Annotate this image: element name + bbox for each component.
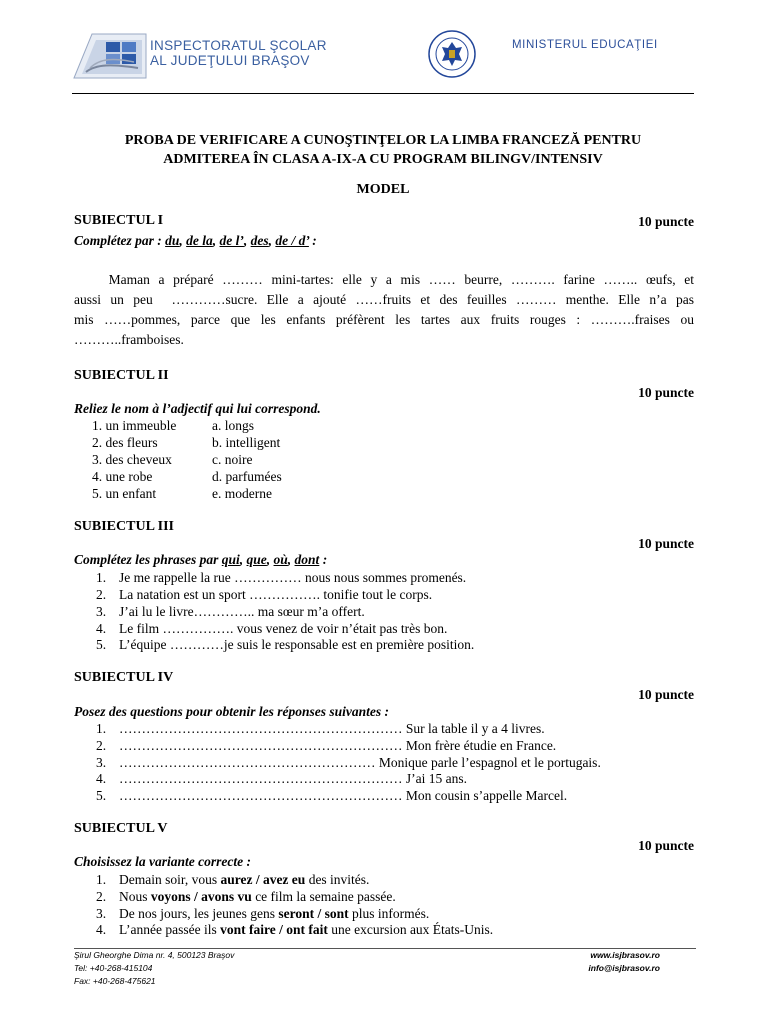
- footer-phone: Tel: +40-268-415104: [74, 963, 153, 973]
- ministry-name: MINISTERUL EDUCAŢIEI: [512, 39, 658, 51]
- isj-name: [150, 38, 327, 68]
- subject-5-label: SUBIECTUL V: [74, 821, 168, 836]
- noun: 5. un enfant: [92, 486, 157, 501]
- paragraph-line: aussi un peu …………sucre. Elle a ajouté ……fruits et des feuilles ……… menthe. Elle n’a pas: [74, 292, 694, 307]
- list-item: 2. La natation est un sport ……………. tonifie tout le corps.: [96, 587, 433, 602]
- subject-4-label: SUBIECTUL IV: [74, 670, 174, 685]
- isj-line-1: INSPECTORATUL ŞCOLAR: [150, 38, 327, 53]
- title-line-2: ADMITEREA ÎN CLASA A-IX-A CU PROGRAM BILINGV/INTENSIV: [163, 152, 603, 167]
- subject-4-points: 10 puncte: [638, 687, 694, 702]
- adjective: d. parfumées: [212, 469, 282, 484]
- list-item: 4. Le film ……………. vous venez de voir n’était pas très bon.: [96, 621, 448, 636]
- title-line-1: PROBA DE VERIFICARE A CUNOŞTINŢELOR LA LIMBA FRANCEZĂ PENTRU: [124, 133, 642, 148]
- footer-email-link[interactable]: info@isjbrasov.ro: [588, 963, 660, 973]
- match-row: [92, 435, 281, 452]
- subject-3-instruction: Complétez les phrases par qui, que, où, dont :: [74, 552, 328, 567]
- footer-contact: [74, 949, 234, 988]
- list-item: 1. ……………………………………………………… Sur la table il y a 4 livres.: [96, 721, 545, 736]
- document-title: [72, 131, 694, 169]
- subject-1-label: SUBIECTUL I: [74, 213, 164, 228]
- subject-2-label: SUBIECTUL II: [74, 368, 169, 383]
- subject-1-instruction: Complétez par : du, de la, de l’, des, de / d’ :: [74, 233, 317, 248]
- footer-fax: Fax: +40-268-475621: [74, 976, 156, 986]
- subject-4-instruction: Posez des questions pour obtenir les réponses suivantes :: [74, 704, 390, 719]
- noun: 4. une robe: [92, 469, 153, 484]
- match-row: [92, 469, 282, 486]
- isj-emblem-icon: [72, 28, 152, 84]
- paragraph-line: ………..framboises.: [74, 332, 184, 347]
- list-item: 3. ………………………………………………… Monique parle l’espagnol et le portugais.: [96, 755, 601, 770]
- paragraph-line: Maman a préparé ……… mini-tartes: elle y a mis …… beurre, ………. farine …….. œufs, et: [74, 272, 694, 287]
- list-item: 2. Nous voyons / avons vu ce film la semaine passée.: [96, 889, 396, 904]
- match-row: [92, 418, 254, 435]
- model-heading: MODEL: [356, 182, 410, 197]
- list-item: 3. De nos jours, les jeunes gens seront / sont plus informés.: [96, 906, 430, 921]
- list-item: 5. ……………………………………………………… Mon cousin s’appelle Marcel.: [96, 788, 568, 803]
- header-divider: [72, 93, 694, 94]
- subject-3-points: 10 puncte: [638, 536, 694, 551]
- noun: 2. des fleurs: [92, 435, 158, 450]
- government-seal-icon: [428, 30, 476, 78]
- list-item: 3. J’ai lu le livre………….. ma sœur m’a offert.: [96, 604, 365, 619]
- list-item: 4. L’année passée ils vont faire / ont fait une excursion aux États-Unis.: [96, 922, 494, 937]
- subject-3-label: SUBIECTUL III: [74, 519, 174, 534]
- footer-web-contact: [588, 949, 660, 975]
- list-item: 2. ……………………………………………………… Mon frère étudie en France.: [96, 738, 557, 753]
- adjective: a. longs: [212, 418, 254, 433]
- list-item: 1. Je me rappelle la rue …………… nous nous sommes promenés.: [96, 570, 467, 585]
- subject-1-points: 10 puncte: [638, 214, 694, 229]
- adjective: c. noire: [212, 452, 253, 467]
- noun: 3. des cheveux: [92, 452, 172, 467]
- subject-2-instruction: Reliez le nom à l’adjectif qui lui correspond.: [74, 401, 321, 416]
- subject-1-paragraph: [74, 270, 694, 350]
- match-row: [92, 452, 253, 469]
- list-item: 4. ……………………………………………………… J’ai 15 ans.: [96, 771, 467, 786]
- adjective: e. moderne: [212, 486, 272, 501]
- paragraph-line: mis ……pommes, parce que les enfants préfèrent les tartes aux fruits rouges : ……….fraises ou: [74, 312, 694, 327]
- isj-logo: [72, 28, 327, 84]
- subject-2-points: 10 puncte: [638, 385, 694, 400]
- footer-address: Şirul Gheorghe Dima nr. 4, 500123 Braşov: [74, 950, 235, 960]
- adjective: b. intelligent: [212, 435, 281, 450]
- match-row: [92, 486, 272, 503]
- noun: 1. un immeuble: [92, 418, 177, 433]
- subject-5-instruction: Choisissez la variante correcte :: [74, 854, 251, 869]
- subject-5-points: 10 puncte: [638, 838, 694, 853]
- list-item: 1. Demain soir, vous aurez / avez eu des invités.: [96, 872, 370, 887]
- list-item: 5. L’équipe …………je suis le responsable est en première position.: [96, 637, 475, 652]
- isj-line-2: AL JUDEŢULUI BRAŞOV: [150, 53, 310, 68]
- footer-website-link[interactable]: www.isjbrasov.ro: [590, 950, 660, 960]
